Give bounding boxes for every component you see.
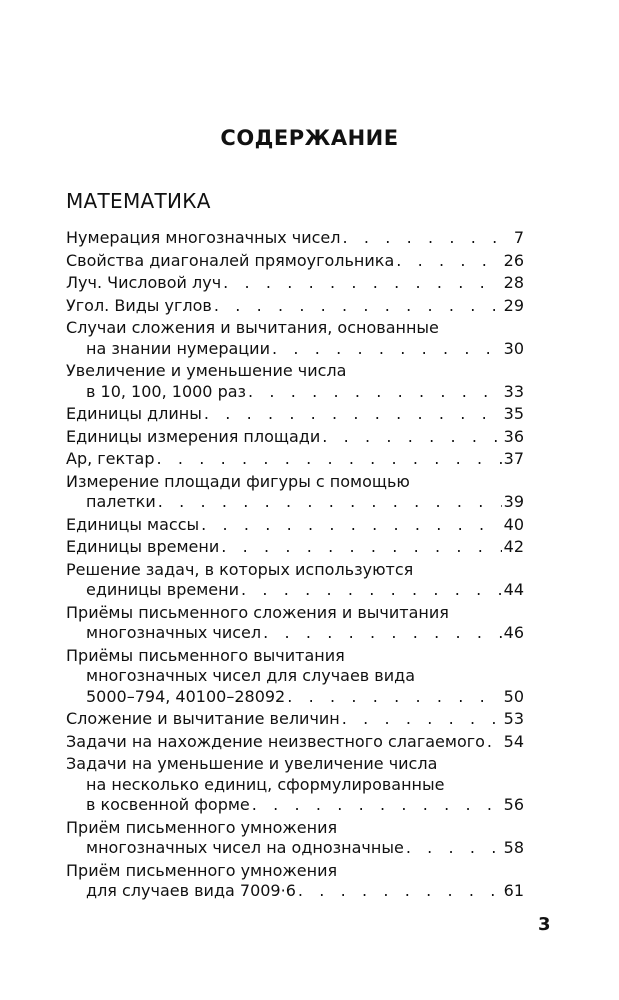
toc-entry-page: 33 [503, 381, 524, 401]
toc-entry-row [66, 228, 524, 249]
toc-entry [66, 273, 524, 294]
toc-entry-title: Единицы измерения площади [66, 426, 321, 446]
toc-entry-title: Единицы длины [66, 404, 202, 423]
section-heading: МАТЕМАТИКА [66, 189, 211, 213]
toc-entry [66, 361, 524, 402]
toc-entry-title: палетки [86, 492, 156, 511]
toc-entry-page: 54 [503, 731, 524, 751]
toc-entry-row [66, 296, 524, 317]
toc-entry [66, 709, 524, 730]
toc-entry-row [66, 838, 524, 859]
toc-entry-row [66, 382, 524, 403]
toc-entry-row [66, 881, 524, 902]
dot-leader [214, 296, 502, 317]
dot-leader [223, 273, 501, 294]
dot-leader [487, 732, 502, 753]
toc-entry-line: Приёмы письменного сложения и вычитания [66, 602, 449, 622]
toc-entry [66, 861, 524, 902]
toc-entry-page: 50 [503, 686, 524, 706]
page-number: 3 [538, 914, 551, 935]
dot-leader [396, 251, 501, 272]
dot-leader [263, 623, 502, 644]
toc-entry [66, 404, 524, 425]
toc-entry [66, 603, 524, 644]
toc-entry-row [66, 709, 524, 730]
toc-entry [66, 318, 524, 359]
dot-leader [241, 580, 502, 601]
toc-entry-row [66, 251, 524, 272]
toc-entry [66, 228, 524, 249]
toc-entry [66, 449, 524, 470]
toc-entry-row [66, 404, 524, 425]
toc-entry-page: 36 [503, 426, 524, 446]
dot-leader [342, 709, 502, 730]
toc-entry-page: 39 [503, 492, 524, 511]
toc-entry-title: Единицы времени [66, 537, 220, 556]
page-title: СОДЕРЖАНИЕ [220, 126, 399, 150]
toc-entry-page: 56 [503, 795, 524, 814]
toc-entry-title: Ар, гектар [66, 449, 155, 468]
toc-entry-row [66, 537, 524, 558]
toc-entry [66, 646, 524, 708]
toc-entry-page: 42 [503, 537, 524, 556]
dot-leader [204, 404, 502, 425]
toc-entry-page: 44 [503, 580, 524, 599]
toc-entry-page: 29 [503, 295, 524, 315]
toc-entry [66, 515, 524, 536]
toc-entry [66, 427, 524, 448]
toc-entry-line: на несколько единиц, сформулированные [86, 774, 445, 794]
toc-entry-title: Луч. Числовой луч [66, 273, 222, 292]
toc-entry-page: 46 [503, 623, 524, 642]
toc-entry-row [66, 427, 524, 448]
toc-entry-title: многозначных чисел [86, 623, 262, 642]
toc-entry-title: в 10, 100, 1000 раз [86, 381, 247, 401]
toc-entry [66, 251, 524, 272]
toc-entry [66, 560, 524, 601]
dot-leader [201, 515, 502, 536]
toc-entry-title: Задачи на нахождение неизвестного слагаемого [66, 731, 485, 751]
toc-entry [66, 754, 524, 816]
toc-entry-row [66, 580, 524, 601]
toc-entry-title: Нумерация многозначных чисел [66, 228, 341, 247]
toc-entry-row [66, 515, 524, 536]
toc-entry-row [66, 732, 524, 753]
toc-entry [66, 732, 524, 753]
toc-entry-row [66, 795, 524, 816]
toc-entry-page: 61 [503, 881, 524, 900]
toc-entry-line: Решение задач, в которых используются [66, 559, 414, 579]
toc-entry-title: на знании нумерации [86, 338, 270, 358]
toc-entry-title: Угол. Виды углов [66, 295, 212, 315]
toc-entry-page: 58 [503, 838, 524, 857]
toc-entry-line: Приём письменного умножения [66, 817, 338, 837]
dot-leader [272, 339, 502, 360]
toc-entry-line: Увеличение и уменьшение числа [66, 361, 347, 380]
dot-leader [156, 449, 501, 470]
toc-entry-row [66, 492, 524, 513]
dot-leader [252, 795, 502, 816]
toc-entry-page: 53 [503, 709, 524, 728]
toc-entry-line: Случаи сложения и вычитания, основанные [66, 318, 439, 337]
dot-leader [248, 382, 502, 403]
toc-entry-row [66, 687, 524, 708]
toc-entry-title: Сложение и вычитание величин [66, 709, 340, 728]
toc-entry-page: 35 [503, 404, 524, 423]
toc-entry-line: многозначных чисел для случаев вида [86, 666, 415, 685]
dot-leader [406, 838, 502, 859]
toc-entry-title: единицы времени [86, 580, 239, 599]
toc-entry [66, 296, 524, 317]
toc-entry-row [66, 449, 524, 470]
toc-entry-title: в косвенной форме [86, 795, 250, 814]
dot-leader [287, 687, 501, 708]
dot-leader [221, 537, 501, 558]
toc-entry-page: 30 [503, 338, 524, 358]
toc-entry-line: Приёмы письменного вычитания [66, 645, 345, 665]
toc-entry-row [66, 339, 524, 360]
table-of-contents [66, 228, 524, 902]
toc-entry-line: Измерение площади фигуры с помощью [66, 471, 410, 491]
dot-leader [158, 492, 502, 513]
toc-entry [66, 472, 524, 513]
toc-entry-title: 5000–794, 40100–28092 [86, 686, 286, 706]
toc-entry-title: Единицы массы [66, 514, 200, 534]
toc-entry-row [66, 623, 524, 644]
toc-entry-title: для случаев вида 7009·6 [86, 881, 296, 900]
toc-entry-page: 7 [513, 228, 524, 247]
toc-entry-line: Задачи на уменьшение и увеличение числа [66, 754, 438, 773]
toc-entry-page: 37 [503, 449, 524, 468]
toc-entry [66, 537, 524, 558]
toc-entry-page: 26 [503, 250, 524, 270]
toc-entry [66, 818, 524, 859]
dot-leader [342, 228, 502, 249]
toc-entry-page: 40 [503, 514, 524, 534]
dot-leader [298, 881, 502, 902]
toc-entry-row [66, 273, 524, 294]
toc-entry-title: Свойства диагоналей прямоугольника [66, 250, 395, 270]
toc-entry-title: многозначных чисел на однозначные [86, 838, 404, 857]
toc-entry-line: Приём письменного умножения [66, 860, 338, 880]
toc-entry-page: 28 [503, 273, 524, 292]
dot-leader [322, 427, 501, 448]
